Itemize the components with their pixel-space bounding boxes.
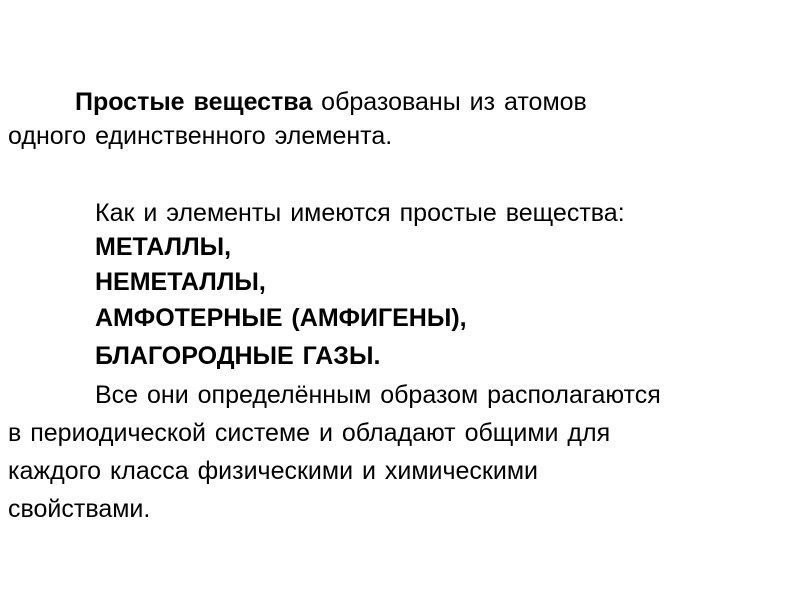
type-item-noble-gases: БЛАГОРОДНЫЕ ГАЗЫ. [95, 342, 381, 370]
conclusion-line-1: Все они определённым образом располагаются [95, 381, 661, 409]
type-item-amphoteric: АМФОТЕРНЫЕ (АМФИГЕНЫ), [95, 304, 467, 332]
conclusion-line-3: каждого класса физическими и химическими [8, 457, 538, 485]
intro-line-2: одного единственного элемента. [8, 122, 393, 150]
conclusion-line-4: свойствами. [8, 495, 151, 523]
type-item-metals: МЕТАЛЛЫ, [95, 233, 232, 261]
types-lead: Как и элементы имеются простые вещества: [95, 199, 625, 227]
intro-line-1 [75, 85, 587, 119]
intro-rest: образованы из атомов [312, 88, 587, 116]
type-item-nonmetals: НЕМЕТАЛЛЫ, [95, 268, 266, 296]
conclusion-line-2: в периодической системе и обладают общими для [8, 419, 611, 447]
intro-bold-term: Простые вещества [75, 88, 313, 116]
